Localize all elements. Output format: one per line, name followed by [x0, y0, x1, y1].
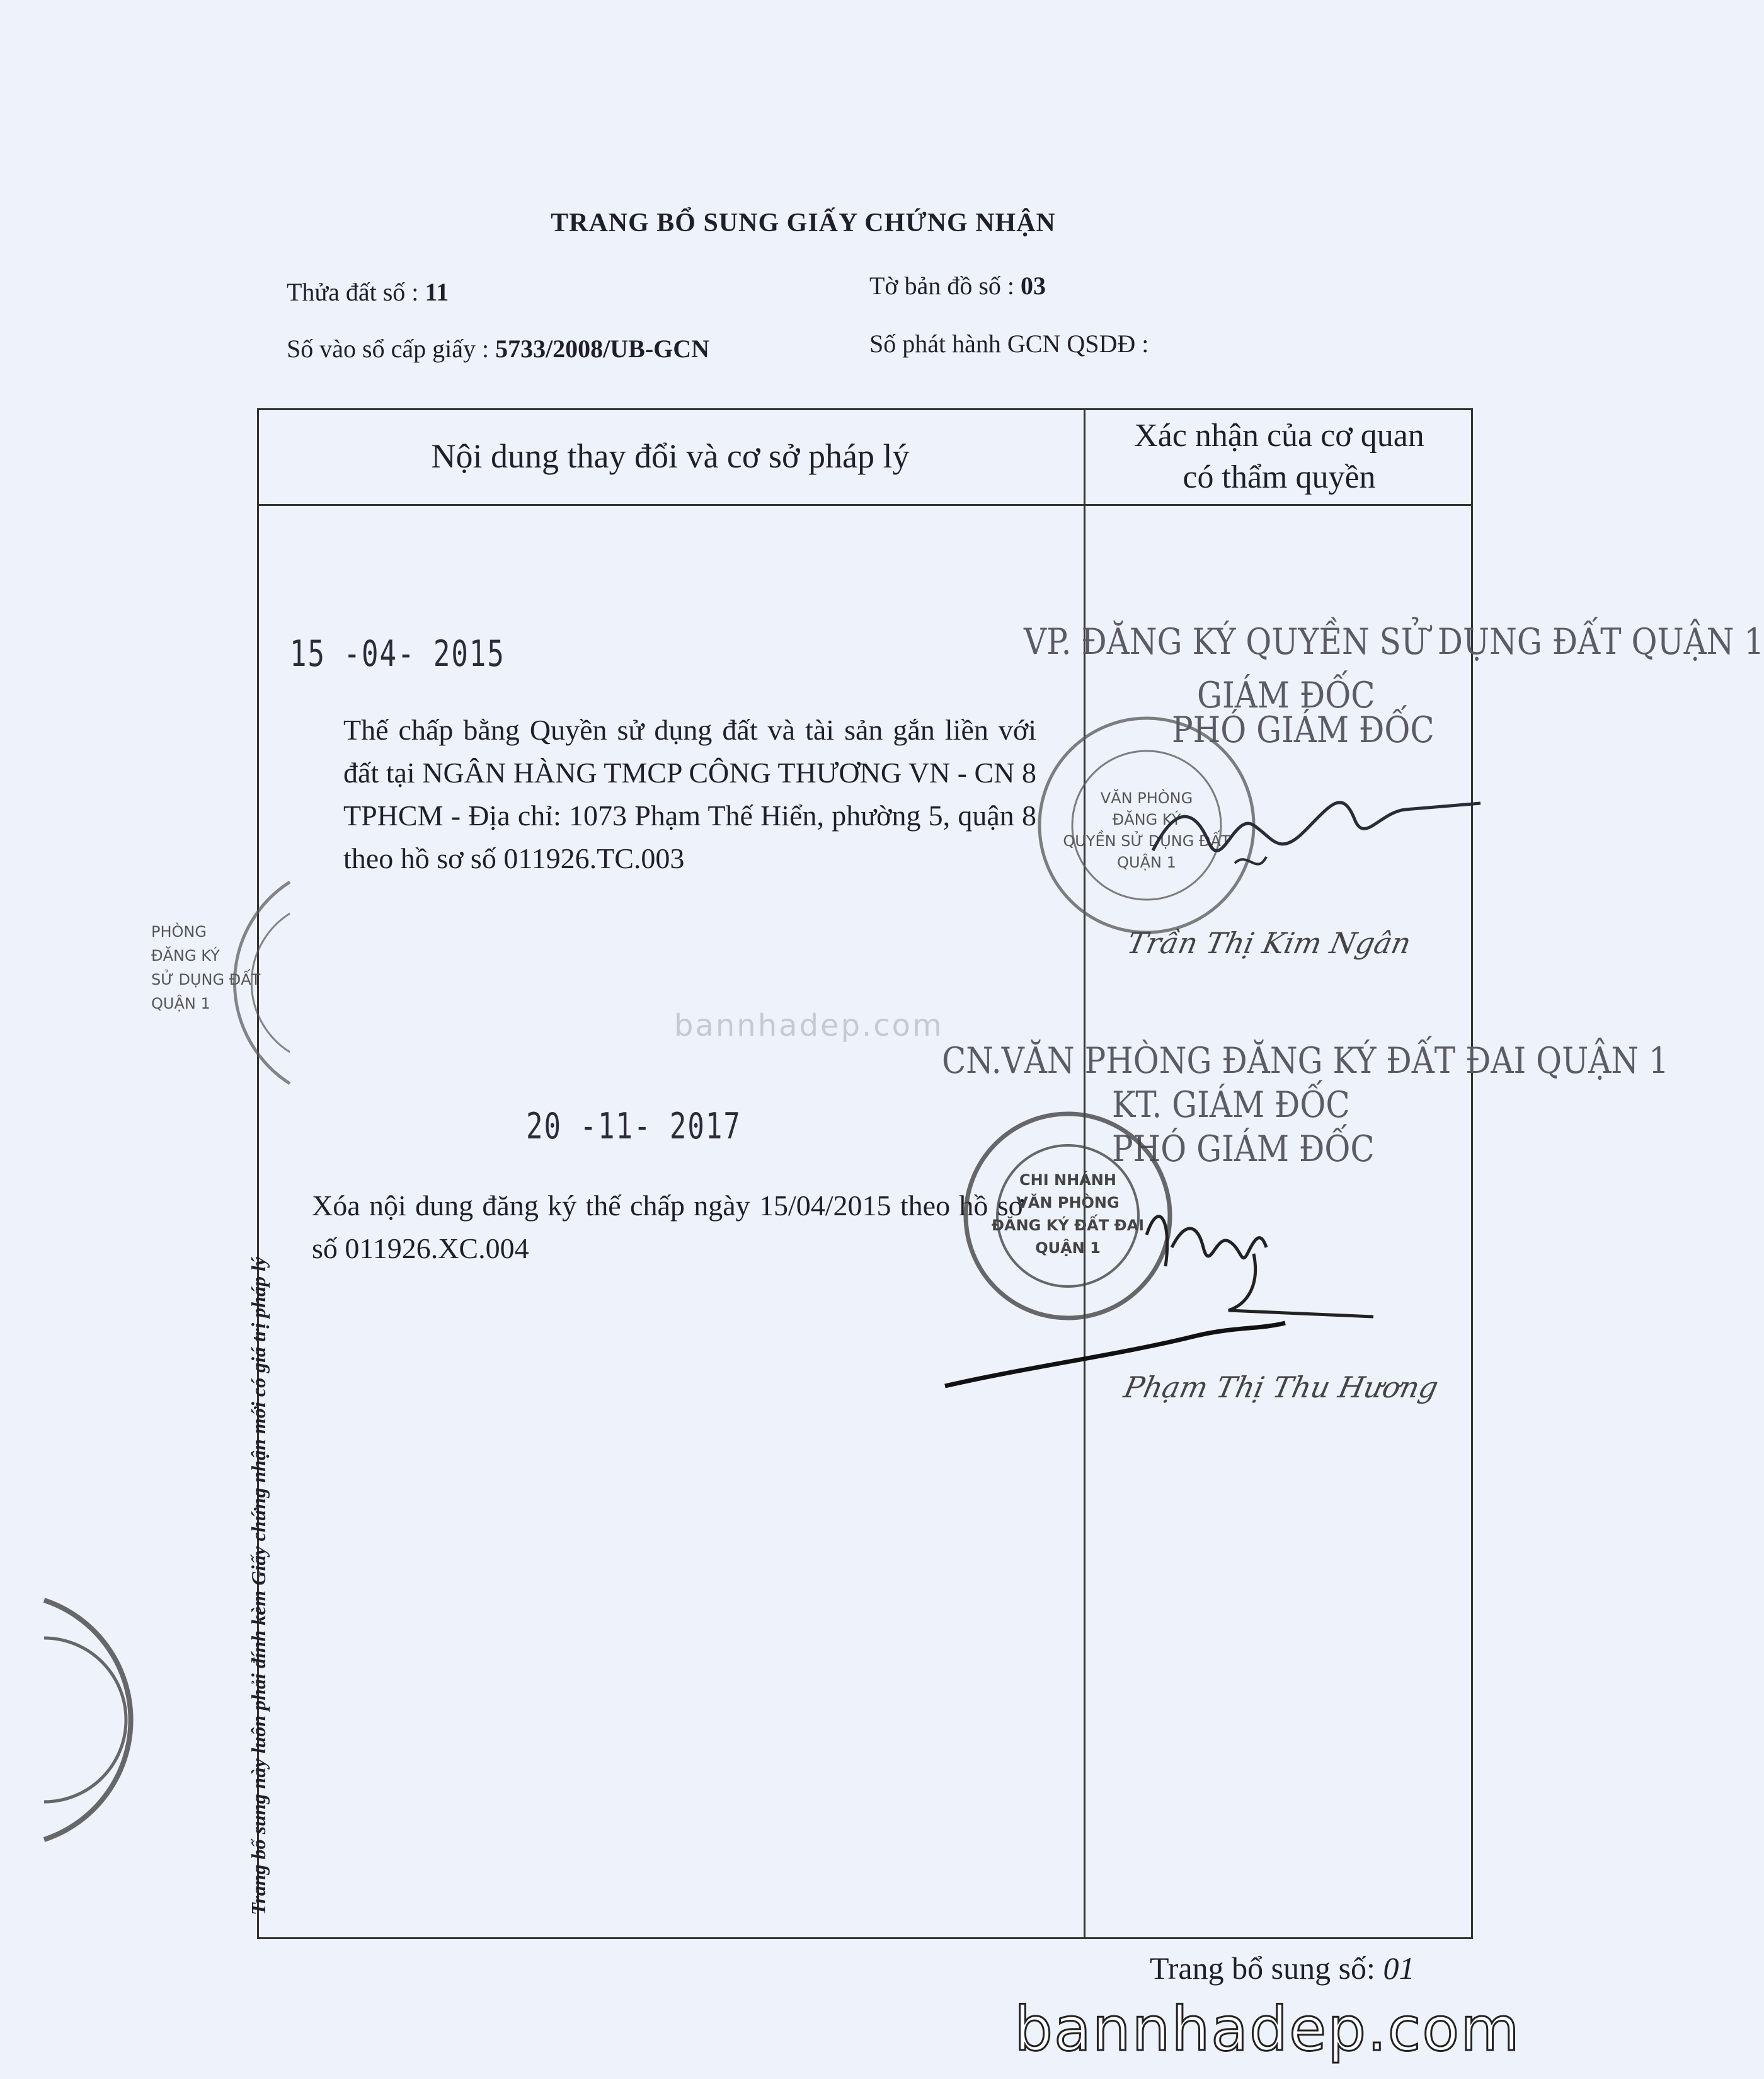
entry-2-position-2: PHÓ GIÁM ĐỐC	[1112, 1128, 1375, 1170]
seal-line: VĂN PHÒNG	[1100, 789, 1193, 807]
entry-2-date: 20 -11- 2017	[526, 1106, 742, 1148]
seal-line: QUẬN 1	[151, 995, 210, 1012]
parcel-value: 11	[425, 278, 449, 306]
side-note: Trang bổ sung này luôn phải đính kèm Giấy chứng nhận mới có giá trị pháp lý	[247, 1256, 270, 1915]
entry-1-signer: Trần Thị Kim Ngân	[1124, 926, 1414, 960]
signature-icon	[932, 1184, 1386, 1399]
seal-line: CHI NHÁNH	[1019, 1171, 1116, 1189]
map-label: Tờ bản đồ số :	[869, 272, 1015, 300]
seal-line: SỬ DỤNG ĐẤT	[151, 971, 261, 988]
registry-value: 5733/2008/UB-GCN	[495, 335, 710, 363]
watermark: bannhadep.com	[674, 1008, 944, 1043]
entry-1-text: Thế chấp bằng Quyền sử dụng đất và tài sản gắn liền với đất tại NGÂN HÀNG TMCP CÔNG THƯƠNG VN - CN 8 TPHCM - Địa chỉ: 1073 Phạm Thế Hiển, phường 5, quận 8 theo hồ sơ số 011926.TC.003	[343, 714, 1036, 874]
issue-label: Số phát hành GCN QSDĐ :	[869, 329, 1149, 358]
column-header-confirmation	[1085, 410, 1473, 504]
seal-line: QUẬN 1	[1035, 1239, 1101, 1257]
seal-line: QUYỀN SỬ DỤNG ĐẤT	[1063, 832, 1230, 850]
seal-line: VĂN PHÒNG	[1016, 1194, 1120, 1211]
registry-number	[287, 334, 709, 364]
entry-1-position-1: GIÁM ĐỐC	[1197, 674, 1375, 716]
entry-2-position-1: KT. GIÁM ĐỐC	[1112, 1084, 1350, 1126]
partial-seal-icon	[38, 1588, 164, 1852]
entry-1-position-2: PHÓ GIÁM ĐỐC	[1172, 709, 1435, 751]
supplement-label: Trang bổ sung số:	[1150, 1950, 1375, 1986]
watermark-footer: bannhadep.com	[1014, 1994, 1521, 2065]
supplement-page-number	[1150, 1950, 1414, 1986]
parcel-label: Thửa đất số :	[287, 278, 419, 306]
column-header-content: Nội dung thay đổi và cơ sở pháp lý	[431, 437, 910, 475]
page-title: TRANG BỔ SUNG GIẤY CHỨNG NHẬN	[551, 209, 1056, 238]
registry-label: Số vào sổ cấp giấy :	[287, 335, 490, 363]
entry-2-office: CN.VĂN PHÒNG ĐĂNG KÝ ĐẤT ĐAI QUẬN 1	[942, 1040, 1669, 1082]
map-sheet-number	[869, 271, 1046, 301]
parcel-number	[287, 277, 449, 307]
seal-line: QUẬN 1	[1117, 854, 1176, 871]
seal-line: ĐĂNG KÝ	[1112, 811, 1181, 828]
left-seal-text	[151, 920, 260, 1016]
entry-1-date: 15 -04- 2015	[290, 633, 505, 675]
supplement-value: 01	[1383, 1950, 1415, 1986]
signature-icon	[1140, 775, 1493, 888]
map-value: 03	[1021, 272, 1046, 300]
table-header-divider	[257, 504, 1473, 506]
seal-line: ĐĂNG KÝ	[151, 947, 220, 965]
column-header-confirmation-line1: Xác nhận của cơ quan	[1134, 418, 1424, 454]
seal-line: PHÒNG	[151, 923, 207, 941]
issue-number	[869, 329, 1148, 358]
entry-1-office: VP. ĐĂNG KÝ QUYỀN SỬ DỤNG ĐẤT QUẬN 1	[1024, 621, 1764, 663]
entry-2-signer: Phạm Thị Thu Hương	[1121, 1370, 1441, 1404]
seal-line: ĐĂNG KÝ ĐẤT ĐAI	[991, 1217, 1145, 1234]
entry-2-text: Xóa nội dung đăng ký thế chấp ngày 15/04/2015 theo hồ sơ số 011926.XC.004	[312, 1189, 1024, 1264]
column-header-confirmation-line2: có thẩm quyền	[1183, 459, 1376, 495]
